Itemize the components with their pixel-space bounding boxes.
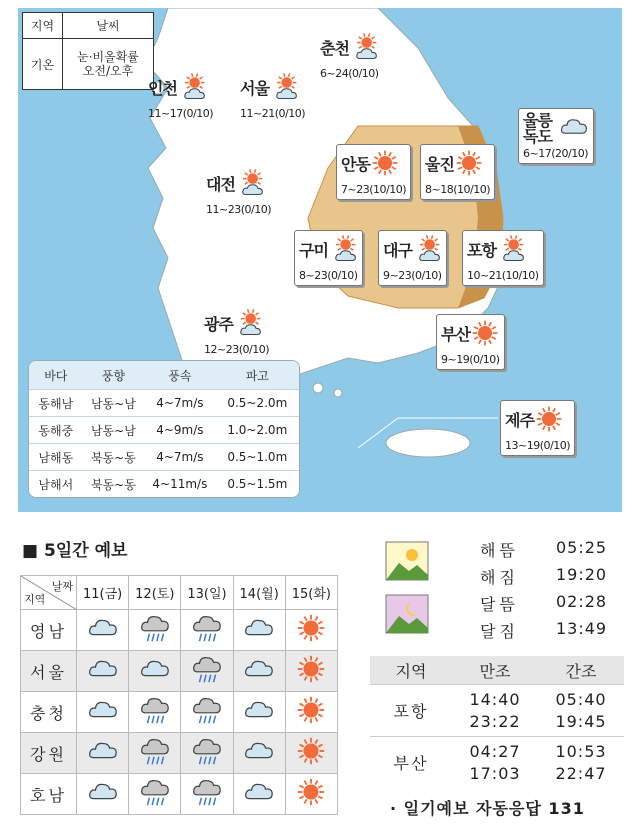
moonset-time: 13:49 — [556, 619, 608, 638]
tide-header-low: 간조 — [565, 661, 597, 681]
sea-cell: 0.5~1.0m — [227, 450, 288, 464]
city-precip-prob: (0/10) — [348, 67, 379, 80]
forecast-cell — [285, 651, 337, 692]
tide-time: 23:22 — [469, 711, 521, 731]
tide-time: 14:40 — [469, 689, 521, 709]
city-name: 대전 — [206, 175, 235, 194]
city-marker-daegu — [378, 230, 447, 286]
city-marker-jeju — [500, 400, 575, 456]
forecast-row — [21, 651, 338, 692]
legend-desc-line2: 오전/오후 — [82, 64, 134, 78]
sun-icon — [534, 404, 564, 437]
city-temp-range: 13~19 — [505, 439, 540, 452]
sunset-label: 해짐 — [480, 568, 519, 587]
korea-weather-map — [18, 8, 622, 512]
city-marker-gumi — [294, 230, 363, 286]
cloud-rain-icon — [139, 612, 171, 648]
forecast-cell — [77, 774, 129, 815]
legend-temp-label: 기온 — [23, 39, 63, 89]
tide-time: 05:40 — [555, 689, 607, 709]
tide-time: 10:53 — [555, 741, 607, 761]
five-day-header-row — [21, 576, 338, 610]
city-marker-pohang — [462, 230, 544, 286]
city-temp — [523, 147, 589, 160]
forecast-cell — [181, 692, 233, 733]
forecast-row — [21, 610, 338, 651]
sea-header-direction: 풍향 — [101, 368, 125, 383]
forecast-cell — [285, 692, 337, 733]
sea-cell: 4~7m/s — [156, 396, 204, 410]
forecast-cell — [233, 774, 285, 815]
sea-cell: 북동~동 — [90, 450, 136, 465]
city-precip-prob: (0/10) — [274, 107, 306, 120]
sun-icon — [295, 776, 327, 812]
city-name: 울진 — [425, 155, 454, 174]
city-temp — [299, 269, 358, 282]
moon-mountain-icon — [385, 594, 429, 634]
city-temp — [425, 183, 490, 196]
corner-date-label: 날짜 — [51, 580, 73, 593]
city-precip-prob: (0/10) — [238, 343, 270, 356]
cloud-icon — [243, 653, 275, 689]
cloud-icon — [87, 735, 119, 771]
cloud-icon — [559, 112, 589, 145]
forecast-cell — [181, 651, 233, 692]
forecast-cell — [233, 610, 285, 651]
forecast-region: 서울 — [21, 651, 77, 692]
city-precip-prob: (0/10) — [411, 269, 442, 282]
sea-cell: 1.0~2.0m — [227, 423, 288, 437]
sea-table-header — [29, 361, 299, 389]
forecast-cell — [233, 733, 285, 774]
sun-cloud-icon — [233, 308, 263, 341]
city-name: 서울 — [240, 79, 269, 98]
city-temp-range: 8~18 — [425, 183, 454, 196]
tide-row — [370, 736, 624, 788]
day-header: 12(토) — [129, 576, 181, 610]
legend-weather-label: 날씨 — [96, 18, 120, 33]
city-name: 인천 — [148, 79, 177, 98]
city-temp — [505, 439, 570, 452]
cloud-rain-icon — [191, 694, 223, 730]
legend-desc-line1: 눈·비올확률 — [77, 50, 139, 64]
forecast-cell — [77, 692, 129, 733]
forecast-cell — [181, 610, 233, 651]
city-name: 울릉독도 — [523, 110, 552, 146]
sun-icon — [295, 735, 327, 771]
cloud-icon — [243, 612, 275, 648]
sea-cell: 0.5~1.5m — [227, 477, 288, 491]
cloud-rain-icon — [139, 694, 171, 730]
moonset-label: 달짐 — [480, 622, 519, 641]
sun-icon — [370, 148, 400, 181]
city-precip-prob: (20/10) — [551, 147, 589, 160]
sea-cell: 0.5~2.0m — [227, 396, 288, 410]
moonrise-time: 02:28 — [556, 592, 608, 611]
sun-cloud-icon — [177, 72, 207, 105]
city-marker-busan — [436, 314, 505, 370]
forecast-row — [21, 692, 338, 733]
city-temp-range: 12~23 — [204, 343, 239, 356]
city-precip-prob: (0/10) — [327, 269, 358, 282]
city-temp-range: 11~23 — [206, 203, 241, 216]
city-precip-prob: (10/10) — [369, 183, 407, 196]
legend-region-label: 지역 — [23, 13, 63, 38]
forecast-cell — [77, 733, 129, 774]
forecast-cell — [285, 610, 337, 651]
sea-cell: 4~9m/s — [156, 423, 204, 437]
sun-icon — [454, 148, 484, 181]
cloud-rain-icon — [139, 776, 171, 812]
forecast-row — [21, 733, 338, 774]
city-name: 제주 — [505, 411, 534, 430]
tide-region: 부산 — [393, 754, 429, 773]
city-name: 부산 — [441, 325, 470, 344]
sea-cell: 동해남 — [38, 396, 74, 411]
city-name: 춘천 — [320, 39, 349, 58]
city-marker-seoul — [240, 72, 305, 120]
city-name: 광주 — [204, 315, 233, 334]
forecast-cell — [129, 651, 181, 692]
five-day-title: ■ 5일간 예보 — [22, 541, 128, 561]
sun-cloud-icon — [269, 72, 299, 105]
city-temp-range: 6~24 — [320, 67, 349, 80]
map-legend — [22, 12, 154, 90]
city-name: 안동 — [341, 155, 370, 174]
city-temp-range: 10~21 — [467, 269, 502, 282]
sea-row — [29, 389, 299, 416]
city-name: 구미 — [299, 241, 328, 260]
city-temp-range: 11~17 — [148, 107, 183, 120]
city-temp-range: 8~23 — [299, 269, 328, 282]
legend-desc — [63, 39, 153, 89]
day-header: 13(일) — [181, 576, 233, 610]
cloud-icon — [87, 612, 119, 648]
city-temp — [441, 353, 500, 366]
forecast-cell — [181, 774, 233, 815]
city-temp-range: 7~23 — [341, 183, 370, 196]
forecast-region: 호남 — [21, 774, 77, 815]
tide-row — [370, 684, 624, 736]
sea-cell: 4~11m/s — [152, 477, 208, 491]
sunrise-time: 05:25 — [556, 538, 608, 557]
forecast-cell — [181, 733, 233, 774]
cloud-icon — [243, 694, 275, 730]
forecast-region: 영남 — [21, 610, 77, 651]
city-marker-daejeon — [206, 168, 271, 216]
cloud-icon — [87, 653, 119, 689]
city-temp-range: 11~21 — [240, 107, 275, 120]
cloud-icon — [87, 776, 119, 812]
forecast-cell — [77, 610, 129, 651]
tide-low — [538, 689, 624, 733]
sea-row — [29, 443, 299, 470]
tide-time: 04:27 — [469, 741, 521, 761]
city-temp-range: 9~19 — [441, 353, 470, 366]
sun-icon — [470, 318, 500, 351]
city-precip-prob: (0/10) — [469, 353, 500, 366]
sun-cloud-icon — [328, 234, 358, 267]
forecast-cell — [129, 692, 181, 733]
tide-time: 22:47 — [555, 763, 607, 783]
city-temp — [383, 269, 442, 282]
city-precip-prob: (10/10) — [501, 269, 539, 282]
corner-cell — [21, 576, 77, 610]
cloud-rain-icon — [191, 653, 223, 689]
sea-cell: 남해서 — [38, 477, 74, 492]
forecast-cell — [285, 733, 337, 774]
city-marker-gwangju — [204, 308, 269, 356]
city-precip-prob: (0/10) — [240, 203, 272, 216]
tide-high — [452, 689, 538, 733]
tide-header — [370, 656, 624, 684]
sea-cell: 남동~남 — [90, 396, 136, 411]
city-temp-range: 9~23 — [383, 269, 412, 282]
sun-icon — [295, 653, 327, 689]
sun-cloud-icon — [349, 32, 379, 65]
sun-icon — [295, 694, 327, 730]
phone-info: · 일기예보 자동응답 131 — [390, 799, 585, 818]
city-temp — [341, 183, 406, 196]
sea-row — [29, 416, 299, 443]
forecast-cell — [129, 733, 181, 774]
sun-cloud-icon — [412, 234, 442, 267]
sea-cell: 동해중 — [38, 423, 74, 438]
city-temp — [320, 67, 379, 80]
cloud-icon — [139, 653, 171, 689]
city-marker-ulleung — [518, 108, 594, 164]
tide-region: 포항 — [393, 702, 429, 721]
city-name: 포항 — [467, 241, 496, 260]
day-header: 11(금) — [77, 576, 129, 610]
city-temp — [206, 203, 271, 216]
forecast-cell — [233, 692, 285, 733]
sun-cloud-icon — [235, 168, 265, 201]
city-marker-chuncheon — [320, 32, 379, 80]
tide-high — [452, 741, 538, 785]
city-precip-prob: (0/10) — [539, 439, 571, 452]
tide-header-region: 지역 — [395, 661, 427, 681]
city-temp — [467, 269, 539, 282]
corner-region-label: 지역 — [24, 593, 46, 606]
sun-icon — [295, 612, 327, 648]
city-marker-incheon — [148, 72, 213, 120]
tide-table — [370, 656, 624, 788]
city-name: 대구 — [383, 241, 412, 260]
sea-cell: 북동~동 — [90, 477, 136, 492]
tide-time: 19:45 — [555, 711, 607, 731]
forecast-cell — [77, 651, 129, 692]
forecast-cell — [233, 651, 285, 692]
moonrise-label: 달뜸 — [480, 595, 519, 614]
forecast-cell — [129, 774, 181, 815]
city-precip-prob: (0/10) — [182, 107, 214, 120]
tide-time: 17:03 — [469, 763, 521, 783]
sea-header-speed: 풍속 — [168, 368, 192, 383]
cloud-rain-icon — [191, 612, 223, 648]
cloud-rain-icon — [191, 735, 223, 771]
forecast-region: 충청 — [21, 692, 77, 733]
sea-row — [29, 470, 299, 497]
day-header: 15(화) — [285, 576, 337, 610]
cloud-icon — [243, 776, 275, 812]
sunset-time: 19:20 — [556, 565, 608, 584]
city-precip-prob: (10/10) — [453, 183, 491, 196]
tide-header-high: 만조 — [479, 661, 511, 681]
forecast-cell — [129, 610, 181, 651]
city-temp — [204, 343, 269, 356]
city-marker-andong — [336, 144, 411, 200]
cloud-icon — [243, 735, 275, 771]
sea-table — [28, 360, 300, 498]
forecast-row — [21, 774, 338, 815]
tide-low — [538, 741, 624, 785]
sunrise-label: 해뜸 — [480, 541, 519, 560]
day-header: 14(월) — [233, 576, 285, 610]
city-temp-range: 6~17 — [523, 147, 552, 160]
sun-cloud-icon — [496, 234, 526, 267]
city-temp — [148, 107, 213, 120]
sea-header-sea: 바다 — [44, 368, 68, 383]
city-marker-uljin — [420, 144, 495, 200]
cloud-rain-icon — [191, 776, 223, 812]
forecast-region: 강원 — [21, 733, 77, 774]
forecast-cell — [285, 774, 337, 815]
five-day-table — [20, 575, 338, 815]
sea-cell: 남해동 — [38, 450, 74, 465]
sun-mountain-icon — [385, 541, 429, 581]
city-temp — [240, 107, 305, 120]
sea-header-wave: 파고 — [245, 368, 269, 383]
sea-cell: 남동~남 — [90, 423, 136, 438]
cloud-icon — [87, 694, 119, 730]
sea-cell: 4~7m/s — [156, 450, 204, 464]
cloud-rain-icon — [139, 735, 171, 771]
